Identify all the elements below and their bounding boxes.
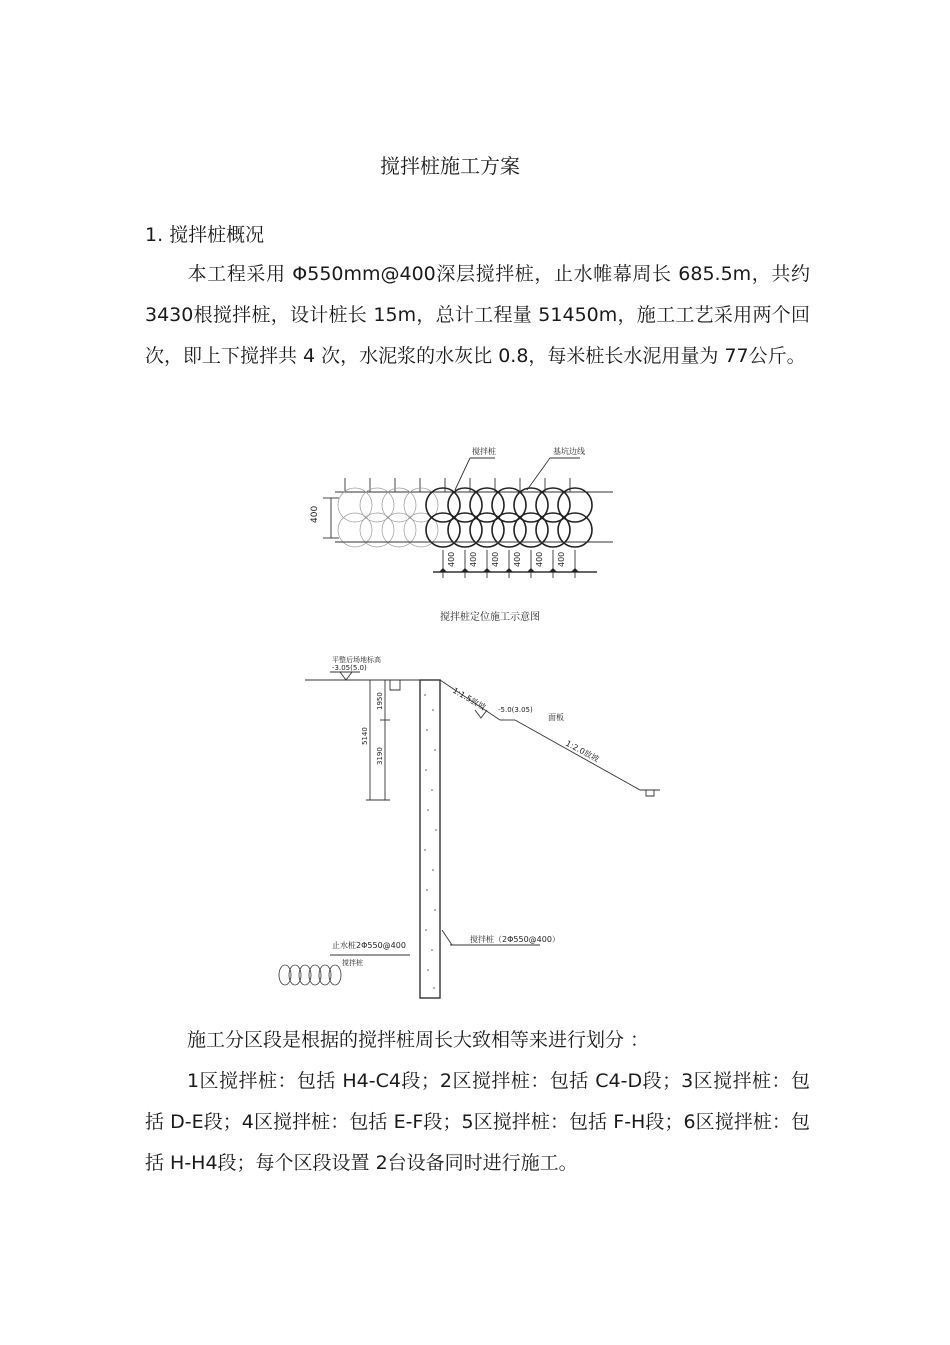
zones-text: 1区搅拌桩：包括 H4-C4段；2区搅拌桩：包括 C4-D段；3区搅拌桩：包括 D-E段；4区搅拌桩：包括 E-F段；5区搅拌桩：包括 F-H段；6区搅拌桩：包括 H-H4段；每个区段设置 2台设备同时进行施工。 — [145, 1070, 810, 1174]
label-pile-section: 搅拌桩（2Φ550@400） — [470, 935, 560, 944]
dim-spacing-2: 400 — [469, 551, 478, 567]
label-ground-elev: -3.05(5.0) — [332, 664, 367, 672]
label-slope2: 1:2.0放坡 — [564, 738, 601, 764]
label-wall: 止水桩2Φ550@400 — [332, 941, 406, 950]
overview-paragraph — [145, 254, 810, 377]
dim-left: 400 — [310, 505, 320, 523]
dim-spacing-3: 400 — [491, 551, 500, 567]
label-berm: -5.0(3.05) — [498, 706, 533, 714]
dim-bottom: 3190 — [376, 747, 384, 765]
dim-spacing-5: 400 — [535, 551, 544, 567]
dim-spacing-1: 400 — [447, 551, 456, 567]
dim-spacing-6: 400 — [557, 551, 566, 567]
label-edge: 基坑边线 — [553, 447, 585, 456]
section-heading: 1. 搅拌桩概况 — [145, 224, 265, 246]
label-wall-sub: 搅拌桩 — [342, 959, 363, 967]
section-figure — [270, 650, 670, 1005]
zoning-intro-text: 施工分区段是根据的搅拌桩周长大致相等来进行划分 ： — [187, 1029, 650, 1051]
figure1-caption: 搅拌桩定位施工示意图 — [440, 612, 540, 623]
pile-layout-figure — [305, 430, 625, 630]
dim-top: 1950 — [376, 692, 384, 710]
label-pile: 搅拌桩 — [472, 447, 496, 456]
label-face: 面板 — [548, 713, 564, 722]
document-title: 搅拌桩施工方案 — [380, 154, 520, 178]
zoning-intro-paragraph — [145, 1020, 810, 1061]
zones-paragraph — [145, 1061, 810, 1184]
dim-total: 5140 — [361, 727, 369, 745]
label-slope1: 1:1.5放坡 — [451, 685, 488, 712]
overview-text: 本工程采用 Φ550mm@400深层搅拌桩，止水帷幕周长 685.5m，共约 3430根搅拌桩，设计桩长 15m，总计工程量 51450m，施工工艺采用两个回次，即上下搅拌共 4 次，水泥浆的水灰比 0.8，每米桩长水泥用量为 77公斤。 — [145, 263, 810, 367]
label-ground: 平整后场地标高 — [332, 656, 381, 664]
dim-spacing-4: 400 — [513, 551, 522, 567]
